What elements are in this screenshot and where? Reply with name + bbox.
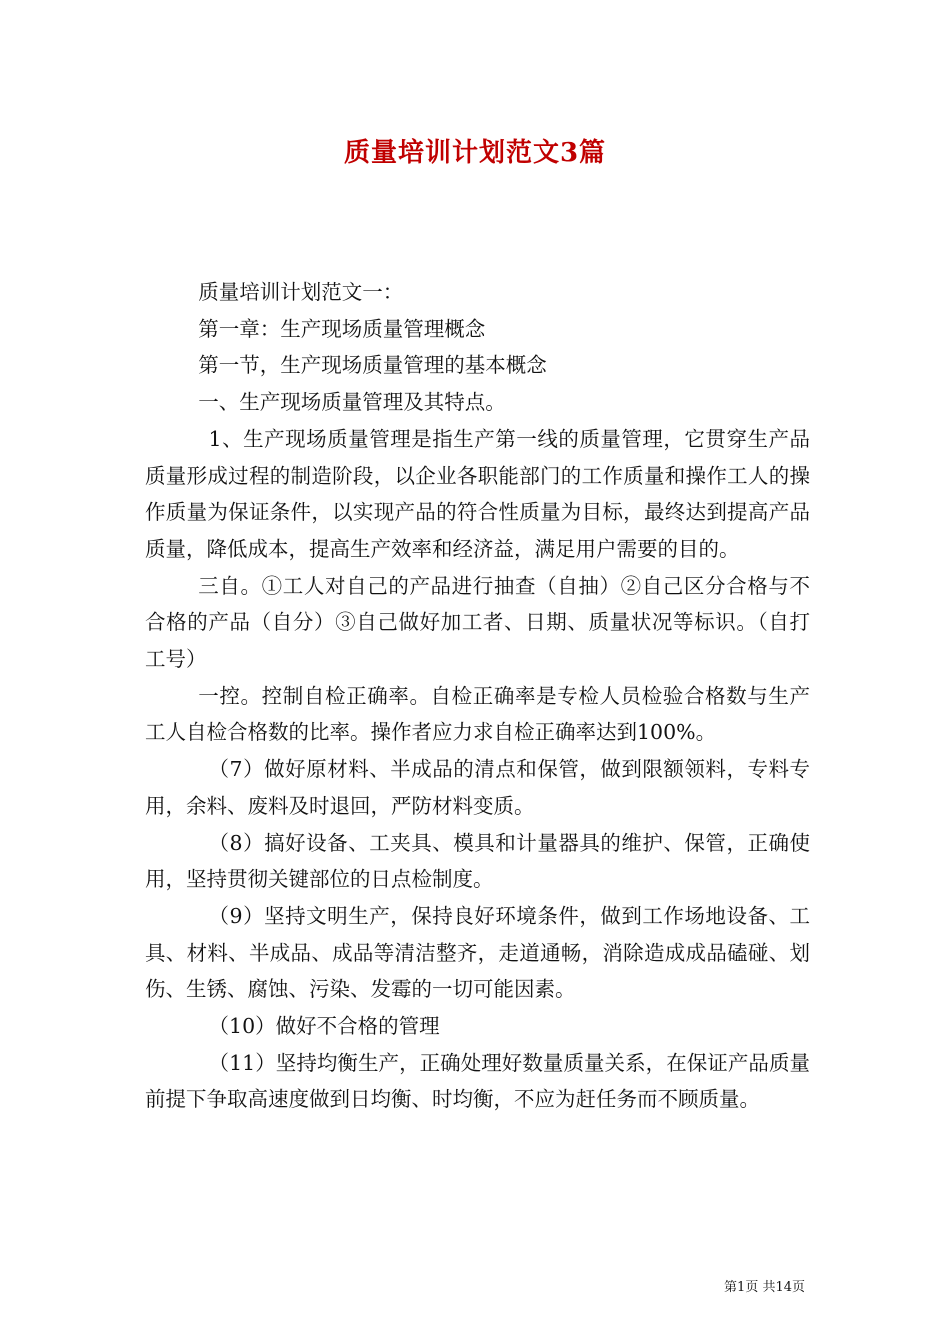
paragraph-item-8: （8）搞好设备、工夹具、模具和计量器具的维护、保管，正确使用，坚持贯彻关键部位的日点检制度。 [145,830,810,892]
paragraph-chapter: 第一章：生产现场质量管理概念 [198,316,486,341]
document-body [145,274,810,1118]
paragraph-three-self: 三自。①工人对自己的产品进行抽查（自抽）②自己区分合格与不合格的产品（自分）③自己做好加工者、日期、质量状况等标识。（自打工号） [145,573,810,672]
paragraph-definition: 1、生产现场质量管理是指生产第一线的质量管理，它贯穿生产品质量形成过程的制造阶段，以企业各职能部门的工作质量和操作工人的操作质量为保证条件，以实现产品的符合性质量为目标，最终达到提高产品质量，降低成本，提高生产效率和经济益，满足用户需要的目的。 [145,426,810,561]
paragraph-item-7: （7）做好原材料、半成品的清点和保管，做到限额领料，专料专用，余料、废料及时退回，严防材料变质。 [145,757,810,818]
page-number: 第1页 共14页 [724,1280,805,1295]
paragraph-item-11: （11）坚持均衡生产，正确处理好数量质量关系，在保证产品质量前提下争取高速度做到日均衡、时均衡，不应为赶任务而不顾质量。 [145,1050,810,1112]
paragraph-subsection: 一、生产现场质量管理及其特点。 [198,390,506,415]
paragraph-heading: 质量培训计划范文一： [198,280,404,304]
paragraph-section: 第一节，生产现场质量管理的基本概念 [198,353,547,378]
paragraph-one-control: 一控。控制自检正确率。自检正确率是专检人员检验合格数与生产工人自检合格数的比率。操作者应力求自检正确率达到100%。 [145,683,810,745]
document-title: 质量培训计划范文3篇 [343,138,607,168]
paragraph-item-10: （10）做好不合格的管理 [208,1014,440,1039]
paragraph-item-9: （9）坚持文明生产，保持良好环境条件，做到工作场地设备、工具、材料、半成品、成品等清洁整齐，走道通畅，消除造成成品磕碰、划伤、生锈、腐蚀、污染、发霉的一切可能因素。 [145,903,810,1002]
